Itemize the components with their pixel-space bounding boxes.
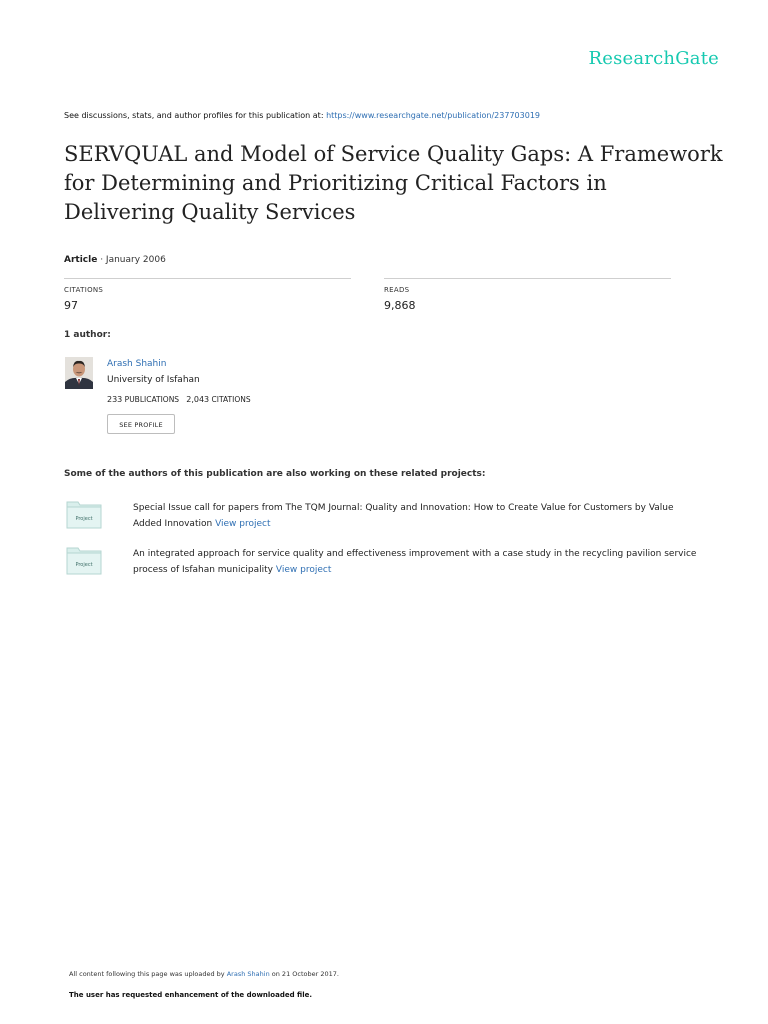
author-avatar[interactable] [65,357,93,389]
related-project-item [133,500,703,532]
enhancement-note: The user has requested enhancement of the downloaded file. [69,991,313,999]
researchgate-logo[interactable]: ResearchGate [588,48,719,69]
author-stats [107,395,251,404]
authors-heading: 1 author: [64,330,111,340]
author-citations-label: CITATIONS [211,395,251,404]
project-icon-label: Project [75,562,93,568]
article-type: Article [64,255,98,265]
author-publications-label: PUBLICATIONS [124,395,180,404]
project-description: An integrated approach for service quality and effectiveness improvement with a case study in the recycling pavilion service process of Isfahan municipality [133,549,697,575]
author-citations-count: 2,043 [186,395,210,404]
related-project-item [133,546,703,578]
reads-count: 9,868 [384,299,416,312]
article-date: · January 2006 [100,255,166,265]
related-projects-heading: Some of the authors of this publication are also working on these related projects: [64,469,486,479]
publication-title: SERVQUAL and Model of Service Quality Gaps: A Framework for Determining and Prioritizing Critical Factors in Delivering Quality Services [64,142,723,224]
author-publications-count: 233 [107,395,123,404]
intro-line [64,111,540,120]
view-project-link[interactable]: View project [275,565,332,575]
project-description: Special Issue call for papers from The TQM Journal: Quality and Innovation: How to Create Value for Customers by Value Added Innovation [133,503,674,529]
upload-note-date: on 21 October 2017. [271,970,339,978]
reads-divider [384,278,671,279]
upload-note-prefix: All content following this page was uploaded by [69,970,225,978]
publication-url-link[interactable]: https://www.researchgate.net/publication/237703019 [326,111,540,120]
view-project-link[interactable]: View project [215,519,271,529]
citations-divider [64,278,351,279]
citations-label: CITATIONS [64,286,104,294]
author-name-link[interactable]: Arash Shahin [107,359,167,369]
intro-text: See discussions, stats, and author profiles for this publication at: [64,111,324,120]
uploader-link[interactable]: Arash Shahin [226,970,270,978]
project-folder-icon[interactable] [66,545,102,575]
project-folder-icon[interactable] [66,499,102,529]
citations-count: 97 [64,299,78,312]
see-profile-button[interactable]: SEE PROFILE [107,414,175,434]
reads-label: READS [384,286,410,294]
upload-note [69,970,339,978]
article-meta [64,255,166,265]
author-photo-icon [65,357,93,389]
project-icon-label: Project [75,516,93,522]
author-institution: University of Isfahan [107,375,200,385]
